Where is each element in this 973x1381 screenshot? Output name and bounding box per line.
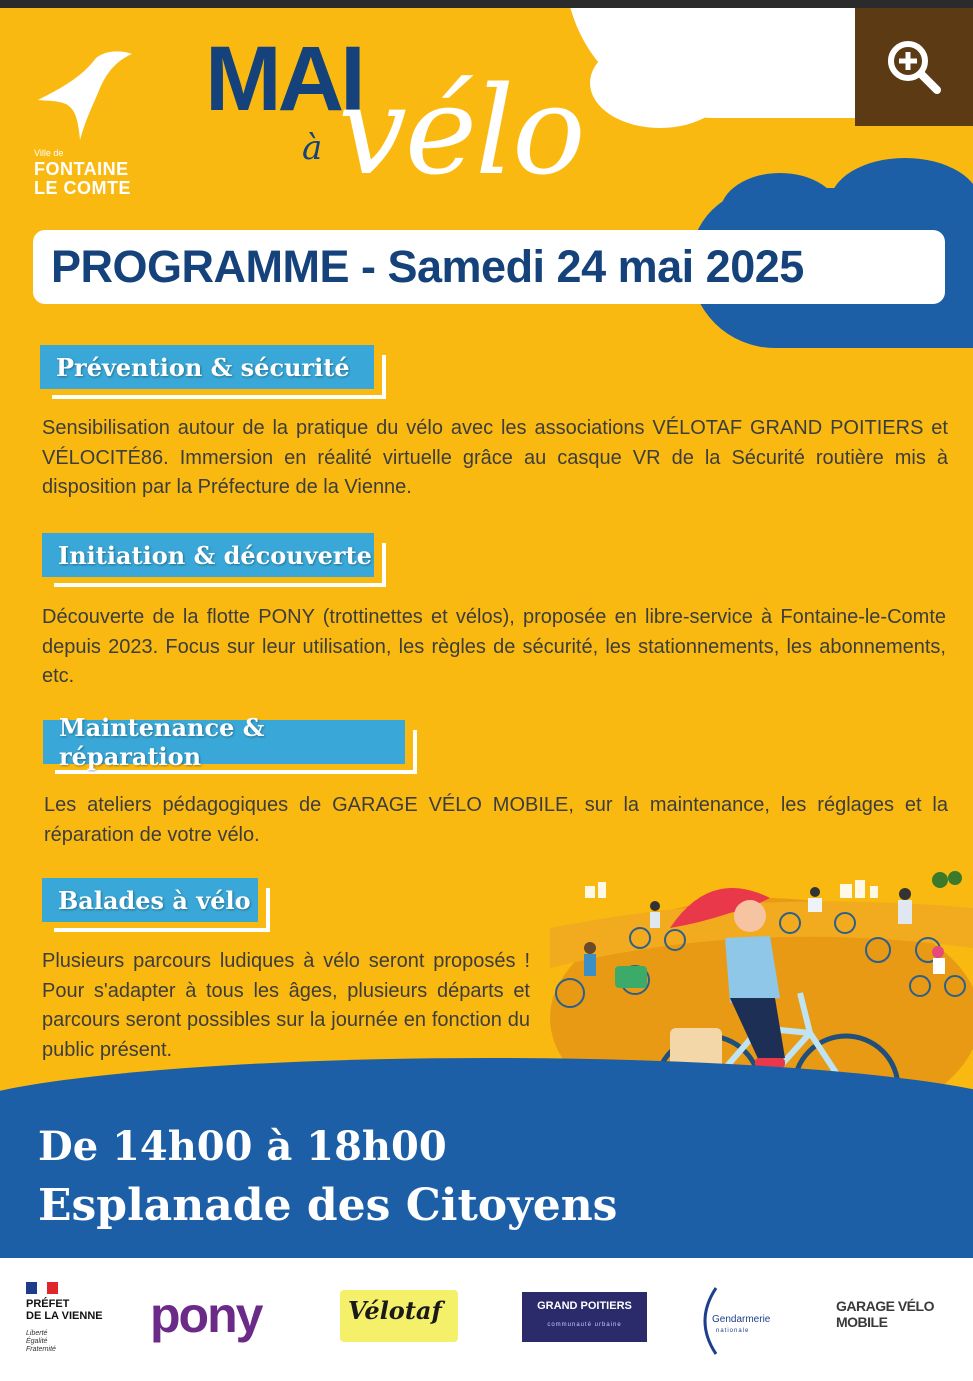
decor-white-blob <box>590 38 730 128</box>
logo-gendarmerie <box>694 1286 794 1356</box>
french-flag-icon <box>26 1282 58 1294</box>
logo-pony: pony <box>150 1287 262 1343</box>
prefet-line1: PRÉFET <box>26 1298 70 1310</box>
section-heading-maintenance <box>43 713 405 771</box>
programme-date: PROGRAMME - Samedi 24 mai 2025 <box>51 241 804 292</box>
section-heading-prevention <box>40 345 374 389</box>
zoom-in-button[interactable] <box>855 8 973 126</box>
title-mai: MAI <box>205 28 362 130</box>
programme-banner <box>33 230 945 304</box>
logo-prefet-vienne <box>26 1282 126 1352</box>
city-name-line2: LE COMTE <box>34 178 131 198</box>
section-heading-label: Maintenance & réparation <box>59 713 265 771</box>
section-heading-label: Initiation & découverte <box>58 540 372 570</box>
zoom-in-icon <box>884 37 944 97</box>
logo-garage-velo-mobile: GARAGE VÉLO MOBILE <box>836 1298 934 1330</box>
section-text-initiation: Découverte de la flotte PONY (trottinettes et vélos), proposée en libre-service à Fontaine-le-Comte depuis 2023. Focus sur leur utilisation, les règles de sécurité, les stationnements, les abonnements, etc. <box>42 606 946 687</box>
grand-poitiers-label: GRAND POITIERS <box>537 1300 632 1312</box>
title-a: à <box>302 128 323 168</box>
section-heading-balades <box>42 878 258 922</box>
event-time: De 14h00 à 18h00 <box>38 1123 447 1170</box>
velotaf-label: Vélotaf <box>348 1296 442 1325</box>
logo-velotaf <box>340 1290 458 1342</box>
section-text-maintenance: Les ateliers pédagogiques de GARAGE VÉLO MOBILE, sur la maintenance, les réglages et la réparation de votre vélo. <box>44 794 948 846</box>
logo-grand-poitiers <box>522 1292 647 1342</box>
grand-poitiers-sub: communauté urbaine <box>547 1322 622 1328</box>
gendarmerie-label: Gendarmerie <box>712 1314 771 1325</box>
poster <box>0 8 973 1381</box>
city-small-label: Ville de <box>34 148 64 158</box>
event-place: Esplanade des Citoyens <box>38 1180 618 1231</box>
prefet-motto: Liberté Égalité Fraternité <box>26 1330 56 1353</box>
swallow-icon <box>36 48 136 143</box>
title-velo: vélo <box>338 60 584 202</box>
section-text-prevention: Sensibilisation autour de la pratique du vélo avec les associations VÉLOTAF GRAND POITIERS et VÉLOCITÉ86. Immersion en réalité virtuelle grâce au casque VR de la Sécurité routière mis à disposition par la Préfecture de la Vienne. <box>42 417 948 498</box>
section-text-balades: Plusieurs parcours ludiques à vélo seront proposés ! Pour s'adapter à tous les âges, plusieurs départs et parcours seront possibles sur la journée en fonction du public présent. <box>42 950 530 1061</box>
city-logo <box>32 48 152 208</box>
section-heading-initiation <box>42 533 374 577</box>
city-name-line1: FONTAINE <box>34 159 129 179</box>
gendarmerie-sub: nationale <box>716 1328 750 1334</box>
section-heading-label: Prévention & sécurité <box>56 352 350 382</box>
prefet-line2: DE LA VIENNE <box>26 1310 103 1322</box>
partners-footer <box>0 1258 973 1381</box>
section-heading-label: Balades à vélo <box>58 885 251 915</box>
